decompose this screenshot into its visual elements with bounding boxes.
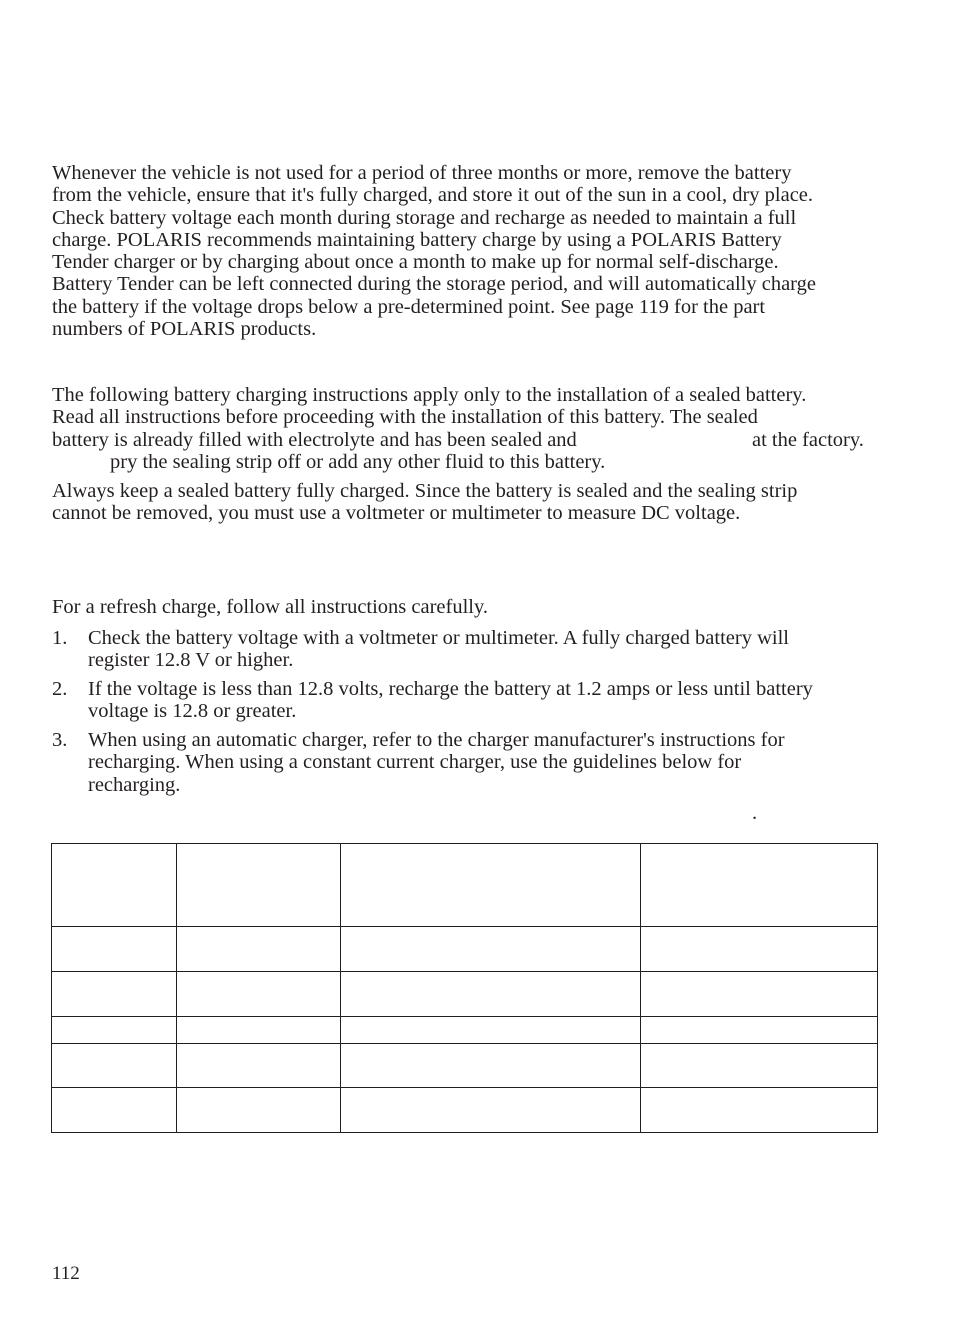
table-cell — [641, 1044, 878, 1088]
text-line: pry the sealing strip off or add any other fluid to this battery. — [110, 450, 606, 473]
sealed-battery-paragraph — [52, 384, 882, 473]
table-cell — [177, 1017, 341, 1044]
step-text: Check the battery voltage with a voltmeter or multimeter. A fully charged battery will register 12.8 V or higher. — [88, 627, 789, 672]
table-cell — [641, 927, 878, 972]
trailing-period: . — [752, 802, 758, 824]
table-row — [52, 972, 878, 1017]
step-number: 1. — [52, 627, 68, 649]
text-line: the battery if the voltage drops below a pre-determined point. See page 119 for the part — [52, 295, 766, 318]
table-cell — [641, 972, 878, 1017]
text-fragment: battery is already filled with electrolyte and has been sealed and — [52, 428, 577, 451]
step-number: 2. — [52, 678, 68, 700]
text-line: Always keep a sealed battery fully charged. Since the battery is sealed and the sealing strip — [52, 480, 798, 502]
table-cell — [52, 927, 177, 972]
table-cell — [341, 1088, 641, 1133]
table-cell — [341, 927, 641, 972]
text-line: Battery Tender can be left connected during the storage period, and will automatically charge — [52, 273, 816, 296]
text-line: charge. POLARIS recommends maintaining battery charge by using a POLARIS Battery — [52, 228, 782, 251]
storage-paragraph — [52, 162, 882, 340]
table-cell — [641, 1017, 878, 1044]
table-cell — [177, 1044, 341, 1088]
table-cell — [52, 844, 177, 927]
text-line: For a refresh charge, follow all instructions carefully. — [52, 596, 489, 618]
step-text: When using an automatic charger, refer to the charger manufacturer's instructions for recharging. When using a constant current charger, use the guidelines below for recharging. — [88, 729, 785, 796]
step-text: If the voltage is less than 12.8 volts, recharge the battery at 1.2 amps or less until battery voltage is 12.8 or greater. — [88, 678, 813, 723]
text-line: Check battery voltage each month during storage and recharge as needed to maintain a full — [52, 206, 797, 229]
text-line: Read all instructions before proceeding with the installation of this battery. The sealed — [52, 406, 758, 429]
table-cell — [641, 844, 878, 927]
table-cell — [341, 972, 641, 1017]
text-line: cannot be removed, you must use a voltmeter or multimeter to measure DC voltage. — [52, 502, 741, 525]
table-cell — [52, 1088, 177, 1133]
table-cell — [641, 1088, 878, 1133]
table-row — [52, 927, 878, 972]
table-header-row — [52, 844, 878, 927]
charging-table — [51, 843, 878, 1133]
table-cell — [177, 844, 341, 927]
text-fragment: at the factory. — [752, 428, 864, 451]
step-number: 3. — [52, 729, 68, 751]
keep-charged-paragraph — [52, 480, 882, 525]
table-cell — [341, 1017, 641, 1044]
text-line: Tender charger or by charging about once a month to make up for normal self-discharge. — [52, 251, 779, 274]
table-row — [52, 1044, 878, 1088]
table-cell — [177, 972, 341, 1017]
text-line: Whenever the vehicle is not used for a period of three months or more, remove the battery — [52, 162, 792, 184]
table-cell — [341, 844, 641, 927]
table-row — [52, 1088, 878, 1133]
table-cell — [52, 1017, 177, 1044]
table-row — [52, 1017, 878, 1044]
table-cell — [177, 1088, 341, 1133]
table-cell — [177, 927, 341, 972]
text-line — [52, 429, 874, 451]
table-cell — [52, 1044, 177, 1088]
table-cell — [52, 972, 177, 1017]
text-line: numbers of POLARIS products. — [52, 318, 317, 341]
text-line: from the vehicle, ensure that it's fully charged, and store it out of the sun in a cool, dry place. — [52, 184, 814, 207]
table-cell — [341, 1044, 641, 1088]
refresh-intro — [52, 596, 882, 618]
text-line: The following battery charging instructions apply only to the installation of a sealed battery. — [52, 384, 807, 406]
page-number: 112 — [52, 1263, 80, 1284]
